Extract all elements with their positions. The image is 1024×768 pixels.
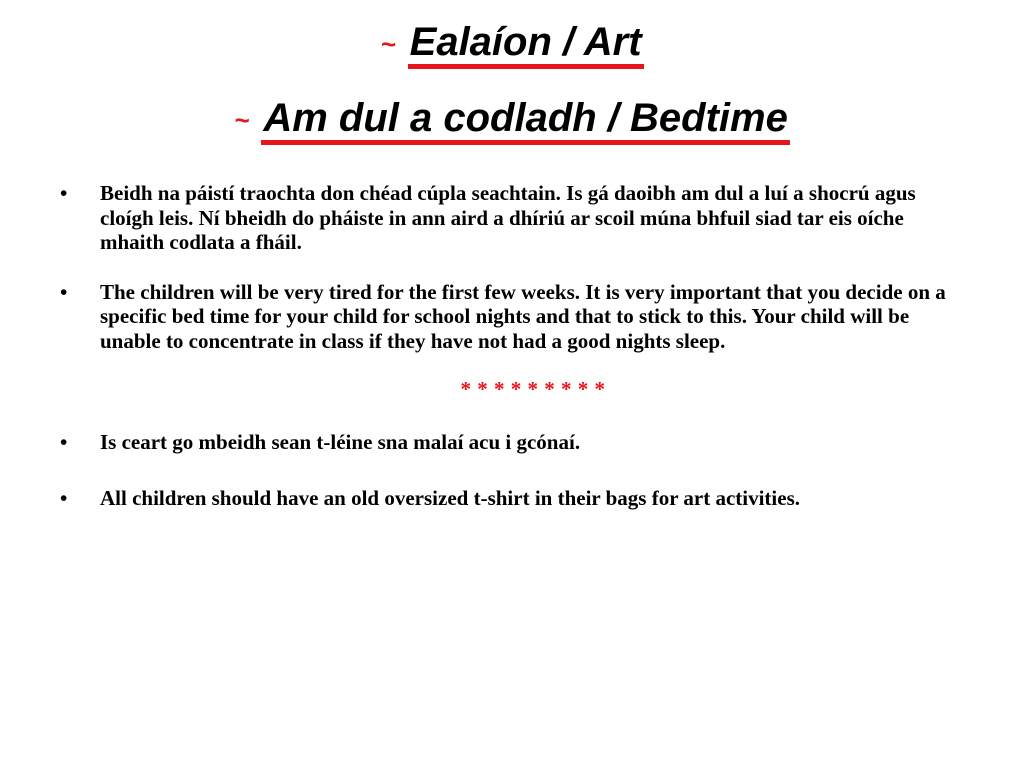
tilde-decoration: ~ (234, 105, 250, 135)
asterisk-separator: * * * * * * * * * (460, 377, 606, 401)
bullet-dot-icon: • (60, 181, 68, 205)
bullet-text: Beidh na páistí traochta don chéad cúpla seachtain. Is gá daoibh am dul a luí a shocrú agus cloígh leis. Ní bheidh do pháiste in ann aird a dhíriú ar scoil múna bhfuil siad tar eis oíche mhaith codlata a fháil. (100, 181, 916, 254)
bullet-text: The children will be very tired for the first few weeks. It is very important that you decide on a specific bed time for your child for school nights and that to stick to this. Your child will be unable to concentrate in class if they have not had a good nights sleep. (100, 279, 946, 353)
bullet-dot-icon: • (60, 486, 68, 510)
tilde-decoration: ~ (380, 29, 396, 59)
title-bedtime (0, 94, 1024, 145)
bullet-list (56, 181, 966, 511)
bullet-english-bedtime (56, 280, 966, 354)
bullet-text: Is ceart go mbeidh sean t-léine sna malaí acu i gcónaí. (100, 429, 581, 454)
bullet-english-art (56, 486, 966, 511)
bullet-dot-icon: • (60, 279, 68, 304)
bullet-irish-bedtime (56, 181, 966, 255)
title-art (0, 18, 1024, 69)
bullet-text: All children should have an old oversized t-shirt in their bags for art activities. (100, 486, 801, 510)
title-bedtime-text: Am dul a codladh / Bedtime (261, 98, 790, 145)
title-art-text: Ealaíon / Art (408, 22, 644, 69)
bullet-dot-icon: • (60, 429, 68, 454)
bullet-irish-art (56, 430, 966, 455)
